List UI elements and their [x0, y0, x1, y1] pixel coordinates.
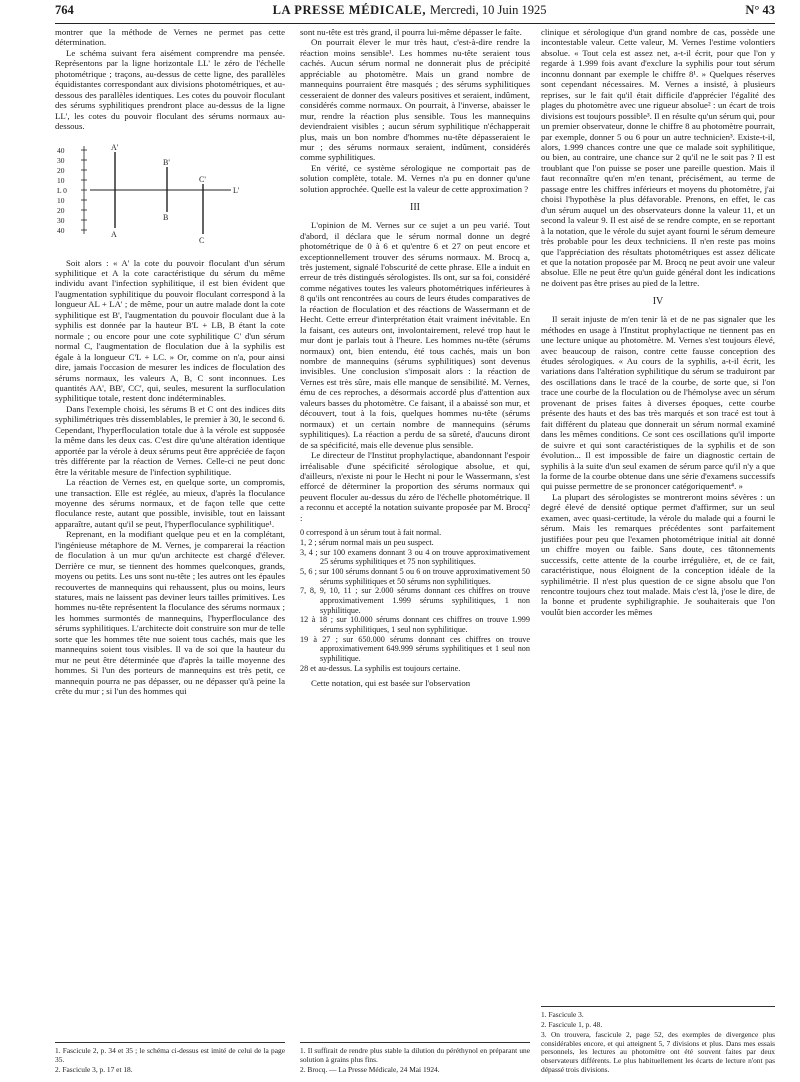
scale-tick-label: 40 — [57, 145, 65, 155]
footnotes — [541, 1006, 775, 1076]
notation-item: 12 à 18 ; sur 10.000 sérums donnant ces chiffres on trouve 1.999 sérums syphilitiques, 1 seul non syphilitique. — [300, 615, 530, 634]
scale-tick-label: 10 — [57, 175, 65, 185]
paragraph: La réaction de Vernes est, en quelque sorte, un compromis, une transaction. Elle est réglée, au mieux, d'après la floculance moyenne des sérums normaux, et de façon telle que cette floculance reste, autant que possible, invisible, tout en laissant apparaître, autant qu'il se peut, l'hyperfloculance syphilitique¹. — [55, 477, 285, 529]
paragraph: Le schéma suivant fera aisément comprendre ma pensée. Représentons par la ligne horizontale LL' le zéro de l'échelle photométrique ; traçons, au-dessus de cette ligne, des parallèles équidistantes correspondant aux divisions photométriques, et au-dessous des parallèles identiques. Les cotes du pouvoir floculant des sérums syphilitiques prendront place au-dessus de la ligne LL', les cotes du pouvoir floculant des sérums normaux au-dessous. — [55, 47, 285, 132]
schema-svg — [55, 140, 285, 250]
scale-tick-label: 40 — [57, 225, 65, 235]
paragraph: La plupart des sérologistes se montreront moins sévères : un degré élevé de densité optique permet d'affirmer, sur un seul examen, avec quasi-certitude, la vérole du malade qui a fourni le sérum. Mais les remarques précédentes sont parfaitement justifiées pour peu que l'examen photométrique initial ait donné un chiffre moyen ou faible. Sans doute, ces tâtonnements successifs, cette attente de la courbe irrégulière, et, de ce fait, caractéristique, nous éloignent de la conception idéale de la syphilimétrie. Il n'est plus question de ce signe absolu que l'on rencontre toujours chez tout malade. Mais c'est là, j'ose le dire, de la bonne et prudente syphiligraphie. Je souhaiterais que l'on voulût bien accorder les mêmes — [541, 491, 775, 617]
notation-item: 0 correspond à un sérum tout à fait normal. — [300, 528, 442, 538]
paragraph: Soit alors : « A' la cote du pouvoir floculant d'un sérum syphilitique et A la cote caractéristique du sérum du même individu avant l'infection syphilitique, il est bien évident que l'augmentation syphilitique du pouvoir floculant correspond à la longueur AL + LA' ; de même, pour un autre malade dont la cote syphilitique est B', l'augmentation du pouvoir floculant due à la syphilis est donnée par la hauteur B'L + LB, B étant la cote normale ; ou encore pour une cote syphilitique C' d'un sérum normal C, l'augmentation de floculation due à la syphilis est égale à la longueur C'L + LC. » Or, comme on n'a, pour ainsi dire, jamais l'occasion de mesurer les indices de floculation des sérums normaux, les valeurs A, B, C sont inconnues. Les quantités AA', BB', CC', qui, seules, mesurent la surfloculation syphilitique totale, restent donc indéterminables. — [55, 257, 285, 404]
footnotes — [300, 1042, 530, 1076]
paragraph: Cette notation, qui est basée sur l'observation — [311, 678, 471, 689]
footnote: 1. Il suffirait de rendre plus stable la dilution du péréthynol en préparant une solution à grains plus fins. — [300, 1046, 530, 1065]
paragraph: Dans l'exemple choisi, les sérums B et C ont des indices dits syphilimétriques très dissemblables, le premier à 30, le second 6. Cependant, l'hyperfloculation totale due à la vérole est supposée la même dans les deux cas. C'est dire qu'une altération identique apportée par la vérole à deux sérums peut être appréciée de façon très différente par la réaction de Vernes. Celle-ci ne peut donc être la véritable mesure de l'infection syphilitique. — [55, 403, 285, 477]
notation-item: 1, 2 ; sérum normal mais un peu suspect. — [300, 537, 434, 547]
footnote: 1. Fascicule 2, p. 34 et 35 ; le schéma ci-dessus est imité de celui de la page 35. — [55, 1046, 285, 1065]
paragraph: clinique et sérologique d'un grand nombre de cas, possède une incontestable valeur. Cette valeur, M. Vernes l'estime volontiers absolue. « Tout cela est assez net, a-t-il écrit, pour que l'on y regarde à 1.999 fois avant d'exclure la syphilis pour tout sérum inconnu donnant par exemple le chiffre 8¹. » Quelques réserves sont cependant nécessaires. M. Vernes a insisté, à plusieurs reprises, sur le fait qu'il était difficile d'apprécier l'égalité des plages du photomètre avec une rigueur absolue² : un écart de trois divisions est toujours possible³. Il en résulte qu'un sérum qui, pour un premier observateur, donne le chiffre 8 au photomètre pourrait, par exemple, donner 5 ou 6 pour un autre technicien³. Existe-t-il, alors, 1.999 chances contre une que ce malade soit syphilitique, ou bien, au contraire, une chance sur 2 qu'il ne le soit pas ? Il est troublant que l'on puisse se poser une pareille question. Mais il faut reconnaître qu'en m'en tenant, précisément, au terme de passage entre les chiffres inférieurs et moyens du photomètre, j'ai choisi l'hypothèse la plus défavorable. Prenons, en effet, le cas d'un sérum auquel un des observateurs donne la valeur 11, et un second la valeur 9. Il est aisé de se rendre compte, en se reportant à la notation, que le vérole du sujet ayant fourni le sérum demeure très probable pour les deux techniciens. Il n'en reste pas moins que l'appréciation des résultats photométriques est assez délicate et que la notation proposée par M. Brocq ne peut avoir une valeur absolue. Elle ne peut être qu'un guide général dont les indications ne doivent pas être prises au pied de la lettre. — [541, 27, 775, 288]
scale-tick-label: 10 — [57, 195, 65, 205]
paragraph: En vérité, ce système sérologique ne comportait pas de solution complète, totale. M. Vernes n'a pu en donner qu'une solution approchée. Quelle est la valeur de cette approximation ? — [300, 162, 530, 194]
point-B-prime: B' — [163, 157, 170, 167]
notation-item: 28 et au-dessus. La syphilis est toujours certaine. — [300, 663, 461, 673]
paragraph: montrer que la méthode de Vernes ne permet pas cette détermination. — [55, 27, 285, 48]
paragraph: Reprenant, en la modifiant quelque peu et en la complétant, l'ingénieuse métaphore de M. Vernes, je comparerai la réaction de floculation à un mur qu'un architecte est chargé d'élever. Derrière ce mur, se tiennent des hommes quelconques, grands, moyens ou petits. Les uns sont nu-tête ; les autres ont les épaules recouvertes de mannequins qui rehaussent, plus ou moins, leurs statures, mais ne laissent pas deviner leurs tailles primitives. Les hommes nu-tête représentent la floculance des sérums normaux ; les hommes surmontés de mannequins, l'hyperfloculance des sérums syphilitiques. L'architecte doit construire son mur de telle sorte que les hommes tête nue soient tous cachés, mais que les mannequins soient tous visibles. Il va de soi que la hauteur du mur ne peut être déterminée que d'après la taille moyenne des hommes. Si l'un des porteurs de mannequins est très petit, ce mannequin pourra ne pas dépasser, ou ne dépasser qu'à peine la crête du mur ; si l'un des hommes qui — [55, 529, 285, 697]
point-L-prime: L' — [233, 185, 240, 195]
point-B: B — [163, 212, 169, 222]
paragraph: Il serait injuste de m'en tenir là et de ne pas signaler que les méthodes en usage à l'Institut prophylactique ne tiennent pas en une lecture unique au photomètre. M. Vernes s'est toujours élevé, avec beaucoup de raison, contre cette fausse conception des études sérologiques. « Au cours de la syphilis, a-t-il écrit, les variations dans l'altération syphilitique du sérum se traduiront par des oscillations dans le tracé de la courbe, de sorte que, si l'on trace une courbe de la floculation ou de l'hémolyse avec un sérum provenant de prises faites à diverses époques, cette courbe présente des hauts et des bas très marqués et son tracé est tout à fait différent du plateau que donnerait un sérum normal examiné dans les mêmes conditions. Ce sont ces oscillations qu'il importe de suivre et qui sont caractéristiques de la syphilis et de son évolution... Il est impossible de faire un diagnostic certain de syphilis à la suite d'un seul examen de sérum parce qu'il n'y a que la forme de la courbe obtenue dans une série d'examens successifs qui puisse permettre de se prononcer catégoriquement⁴. » — [541, 314, 775, 492]
paragraph: sont nu-tête est très grand, il pourra lui-même dépasser le faîte. — [300, 27, 522, 37]
issue-date: Mercredi, 10 Juin 1925 — [429, 3, 547, 17]
column-2 — [300, 27, 530, 1080]
notation-item: 19 à 27 ; sur 650.000 sérums donnant ces chiffres on trouve approximativement 649.999 sérums syphilitiques et 1 seul non syphilitique. — [300, 634, 530, 664]
point-A: A — [111, 229, 117, 239]
issue-number: N° 43 — [745, 3, 775, 17]
journal-title — [273, 3, 547, 18]
point-A-prime: A' — [111, 142, 119, 152]
point-C: C — [199, 235, 205, 245]
column-1 — [55, 27, 285, 1080]
paragraph: L'opinion de M. Vernes sur ce sujet a un peu varié. Tout d'abord, il déclara que le sérum normal donne un degré photométrique de 0 à 6 et qu'entre 6 et 27 on peut encore et exceptionnellement trouver des sérums normaux. M. Brocq a, très justement, signalé l'obscurité de cette phrase. Elle a induit en erreur de très distingués sérologistes. Ils ont, sur sa foi, considéré comme négatives toutes les valeurs photométriques inférieures à 8 qu'ils ont rencontrées au cours de leurs études comparatives de la réaction de floculation et des réactions de Wassermann et de Hecht. Cette erreur d'interprétation était vraiment inévitable. En la faisant, ces auteurs ont, involontairement, relevé trop haut le mur dont je parlais tout à l'heure. Les hommes nu-tête (sérums normaux) ont, bien entendu, été tous cachés, mais un bon nombre de mannequins (sérums syphilitiques) sont devenus invisibles. Une conclusion s'imposait alors : la réaction de Vernes est très sûre, mais elle manque de sensibilité. M. Vernes, ému de ces reproches, a désormais accordé plus d'attention aux valeurs basses du photomètre. Ce faisant, il a abaissé son mur, et découvert, tout à la fois, quelques hommes nu-tête (sérums normaux) et un certain nombre de mannequins (sérums syphilitiques). La réaction a perdu de sa sûreté, d'aucuns diront de sa spécificité, mais elle devenue plus sensible. — [300, 220, 530, 450]
section-heading: III — [410, 202, 420, 214]
paragraph: On pourrait élever le mur très haut, c'est-à-dire rendre la réaction moins sensible¹. Les hommes nu-tête seraient tous cachés. Aucun sérum normal ne donnerait plus de précipité appréciable au photomètre. Mais un grand nombre de mannequins pourraient être masqués ; des sérums syphilitiques cesseraient de donner des valeurs positives et seraient, indûment, considérés comme normaux. On pourrait, à l'inverse, abaisser le mur, rendre la réaction plus sensible. Tous les mannequins deviendraient visibles ; aucun sérum syphilitique n'échapperait plus, mais un bon nombre d'hommes nu-tête dépasseraient le mur ; des sérums normaux seraient, indûment, considérés comme syphilitiques. — [300, 37, 530, 163]
photometric-schema-figure — [55, 140, 285, 250]
scale-tick-label: 30 — [57, 215, 65, 225]
scale-tick-label: L 0 — [57, 185, 67, 195]
point-C-prime: C' — [199, 174, 206, 184]
paragraph: Le directeur de l'Institut prophylactique, abandonnant l'espoir irréalisable d'une spécificité sérologique absolue, et qui, d'ailleurs, n'existe ni pour le Hecht ni pour le Wassermann, s'est efforcé de déterminer la proportion des sérums normaux qui peuvent floculer au-dessus du zéro de l'échelle photométrique. Il a reconnu et accepté la notation suivante proposée par M. Brocq² : — [300, 450, 530, 523]
notation-item: 3, 4 ; sur 100 examens donnant 3 ou 4 on trouve approximativement 25 sérums syphilitiques et 75 non syphilitiques. — [300, 547, 530, 567]
footnotes — [55, 1042, 285, 1076]
notation-item: 5, 6 ; sur 100 sérums donnant 5 ou 6 on trouve approximativement 50 sérums syphilitiques et 50 sérums non syphilitiques. — [300, 566, 530, 586]
section-heading: IV — [652, 296, 664, 308]
column-3 — [541, 27, 775, 1080]
scale-labels — [57, 146, 67, 235]
brocq-notation-list — [300, 528, 530, 673]
footnote: 2. Fascicule 3, p. 17 et 18. — [55, 1065, 133, 1075]
page-number: 764 — [55, 3, 74, 17]
notation-item: 7, 8, 9, 10, 11 ; sur 2.000 sérums donnant ces chiffres on trouve approximativement 1.999 sérums syphilitiques, 1 non syphilitique. — [300, 586, 530, 615]
scale-tick-label: 20 — [57, 205, 65, 215]
footnote: 3. On trouvera, fascicule 2, page 52, des exemples de divergence plus considérables encore, et qui atteignent 5, 7 divisions et plus. Dans mes essais personnels, les lectures au photomètre ont été souvent faites par deux observateurs différents. Le plus habituellement les écarts de lecture n'ont pas dépassé trois divisions. — [541, 1029, 775, 1075]
footnote: 1. Fascicule 3. — [541, 1009, 584, 1019]
scale-tick-label: 20 — [57, 165, 65, 175]
scale-tick-label: 30 — [57, 155, 65, 165]
footnote: 2. Brocq. — La Presse Médicale, 24 Mai 1924. — [300, 1065, 440, 1075]
page-header — [55, 3, 775, 24]
journal-name: LA PRESSE MÉDICALE, — [272, 3, 427, 17]
footnote: 2. Fascicule 1, p. 48. — [541, 1019, 603, 1029]
